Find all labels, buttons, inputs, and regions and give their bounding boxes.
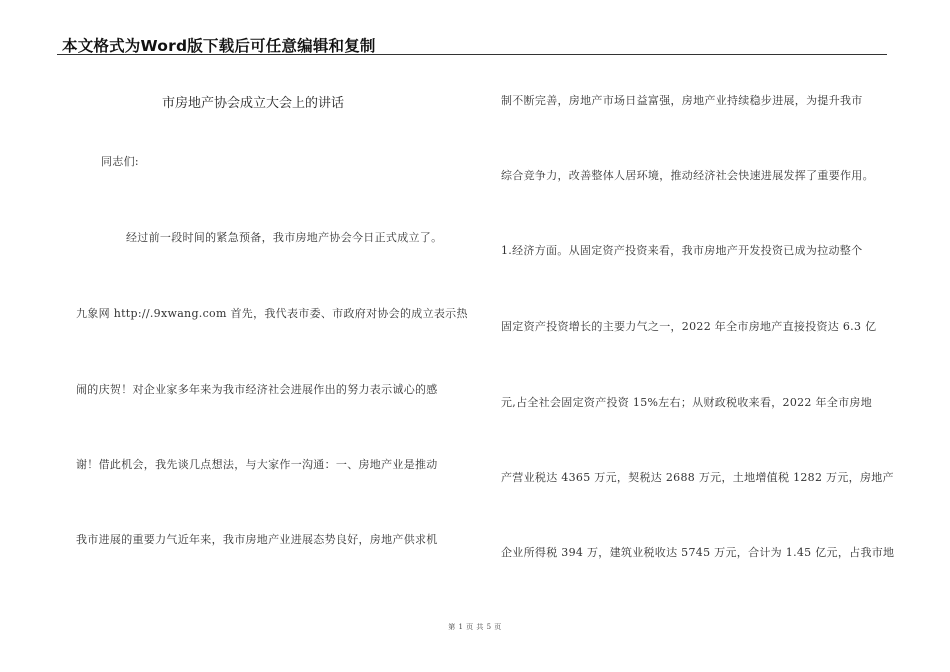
paragraph-line: 我市进展的重要力气近年来，我市房地产业进展态势良好，房地产供求机 bbox=[76, 533, 438, 546]
paragraph-line: 产营业税达 4365 万元，契税达 2688 万元，土地增值税 1282 万元，房地产 bbox=[501, 471, 894, 484]
paragraph-line: 经过前一段时间的紧急预备，我市房地产协会今日正式成立了。 bbox=[126, 231, 443, 244]
paragraph-line: 九象网 http://.9xwang.com 首先，我代表市委、市政府对协会的成立表示热 bbox=[76, 307, 468, 320]
header-divider bbox=[57, 54, 887, 55]
salutation: 同志们: bbox=[101, 155, 139, 168]
document-title: 市房地产协会成立大会上的讲话 bbox=[162, 96, 345, 111]
paragraph-line: 综合竞争力，改善整体人居环境，推动经济社会快速进展发挥了重要作用。 bbox=[501, 169, 874, 182]
paragraph-line: 闹的庆贺！对企业家多年来为我市经济社会进展作出的努力表示诚心的感 bbox=[76, 383, 438, 396]
header-title: 本文格式为Word版下载后可任意编辑和复制 bbox=[62, 37, 376, 55]
paragraph-line: 1.经济方面。从固定资产投资来看，我市房地产开发投资已成为拉动整个 bbox=[501, 244, 863, 257]
paragraph-line: 固定资产投资增长的主要力气之一，2022 年全市房地产直接投资达 6.3 亿 bbox=[501, 320, 877, 333]
paragraph-line: 元,占全社会固定资产投资 15%左右；从财政税收来看，2022 年全市房地 bbox=[501, 396, 873, 409]
paragraph-line: 企业所得税 394 万，建筑业税收达 5745 万元，合计为 1.45 亿元，占我市地 bbox=[501, 546, 895, 559]
paragraph-line: 制不断完善，房地产市场日益富强，房地产业持续稳步进展，为提升我市 bbox=[501, 94, 863, 107]
paragraph-line: 谢！借此机会，我先谈几点想法，与大家作一沟通：一、房地产业是推动 bbox=[76, 458, 438, 471]
page-number: 第 1 页 共 5 页 bbox=[448, 623, 502, 631]
